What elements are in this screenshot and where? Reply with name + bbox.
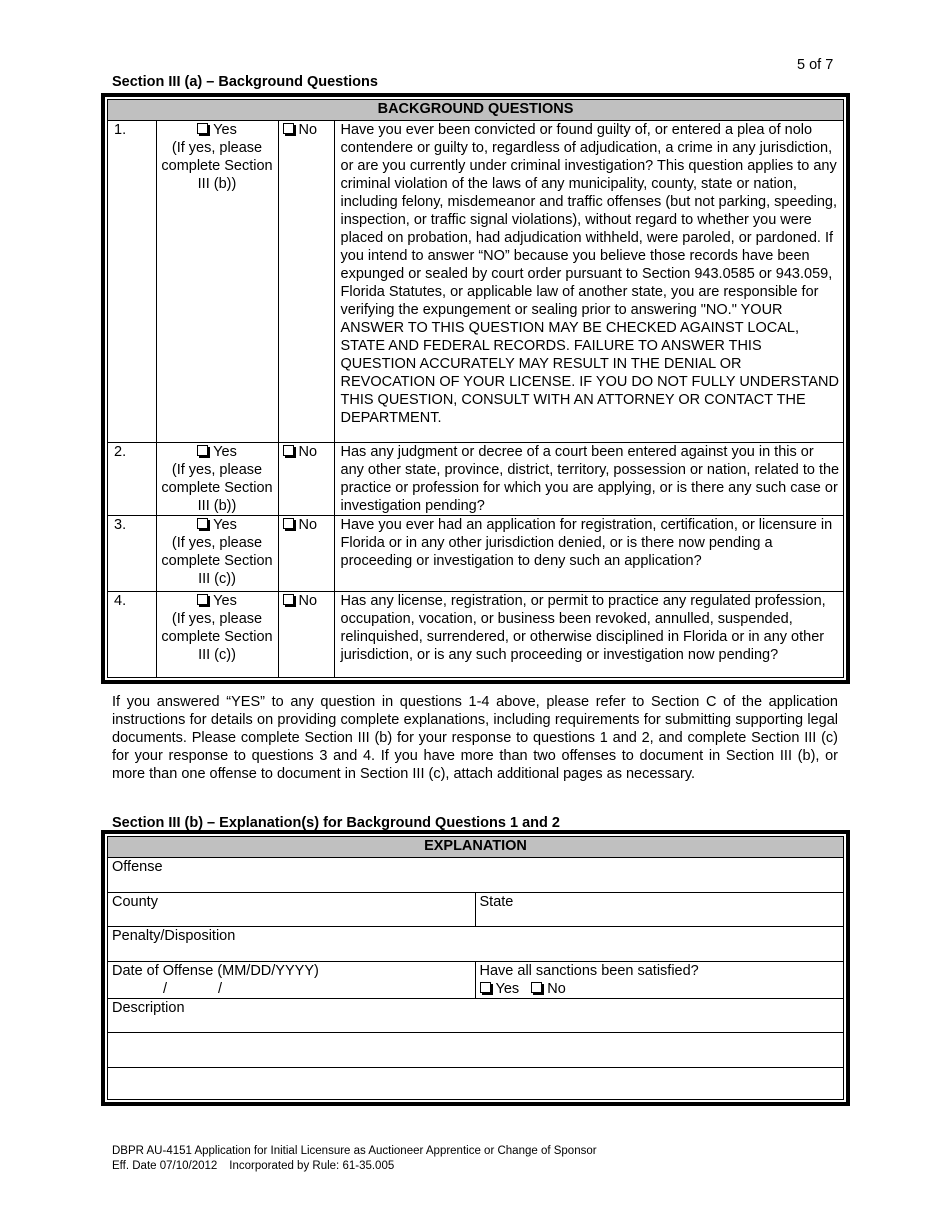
penalty-disposition-label: Penalty/Disposition <box>112 928 236 944</box>
yes-note: (If yes, please complete Section III (b)) <box>161 462 273 514</box>
question-row <box>108 592 843 678</box>
date-of-offense-field[interactable] <box>108 962 475 999</box>
sanctions-yes-label: Yes <box>495 981 520 997</box>
yes-checkbox[interactable] <box>197 445 208 456</box>
explanation-header: EXPLANATION <box>108 837 843 858</box>
no-checkbox[interactable] <box>283 445 294 456</box>
no-option[interactable] <box>278 443 334 516</box>
explanation-table <box>108 837 843 1099</box>
yes-checkbox[interactable] <box>197 518 208 529</box>
question-row <box>108 121 843 443</box>
sanctions-yes-checkbox[interactable] <box>480 982 491 993</box>
question-row <box>108 516 843 592</box>
offense-label: Offense <box>112 859 163 875</box>
question-row <box>108 443 843 516</box>
question-text: Have you ever had an application for registration, certification, or licensure in Florida or in any other jurisdiction denied, or is there now pending a proceeding or investigation to deny such an application? <box>334 516 843 592</box>
yes-note: (If yes, please complete Section III (c)) <box>161 535 273 587</box>
instructions-paragraph: If you answered “YES” to any question in questions 1-4 above, please refer to Section C of the application instructions for details on providing complete explanations, including requirements for submitting supporting legal documents. Please complete Section III (b) for your response to questions 1 and 2, and complete Section III (c) for your response to questions 3 and 4. If you have more than two offenses to document in Section III (b), or more than one offense to document in Section III (c), attach additional pages as necessary. <box>112 694 838 782</box>
no-option[interactable] <box>278 592 334 678</box>
yes-label: Yes <box>213 444 237 460</box>
section-a-heading: Section III (a) – Background Questions <box>112 74 378 90</box>
no-label: No <box>298 122 318 138</box>
footer-eff-date: Eff. Date 07/10/2012 <box>112 1160 218 1172</box>
description-line[interactable] <box>108 1068 843 1100</box>
yes-note: (If yes, please complete Section III (b)) <box>161 140 273 192</box>
no-option[interactable] <box>278 121 334 443</box>
sanctions-label: Have all sanctions been satisfied? <box>479 963 699 979</box>
question-number: 2. <box>108 443 156 516</box>
sanctions-no-label: No <box>547 981 566 997</box>
date-separator: / <box>217 981 222 997</box>
date-separator: / <box>162 981 167 997</box>
no-option[interactable] <box>278 516 334 592</box>
explanation-box <box>101 830 850 1106</box>
page-number: 5 of 7 <box>797 57 834 73</box>
yes-label: Yes <box>213 593 237 609</box>
penalty-disposition-field[interactable] <box>108 927 843 962</box>
description-line[interactable] <box>108 1033 843 1068</box>
yes-checkbox[interactable] <box>197 594 208 605</box>
county-field[interactable] <box>108 893 475 927</box>
section-b-heading: Section III (b) – Explanation(s) for Background Questions 1 and 2 <box>112 815 560 831</box>
description-field[interactable] <box>108 999 843 1033</box>
question-number: 3. <box>108 516 156 592</box>
sanctions-no-checkbox[interactable] <box>531 982 542 993</box>
question-text: Have you ever been convicted or found guilty of, or entered a plea of nolo contendere or guilty to, regardless of adjudication, a crime in any jurisdiction, or are you currently under criminal investigation? This question applies to any criminal violation of the laws of any municipality, county, state or nation, including felony, misdemeanor and traffic offenses (but not parking, speeding, inspection, or traffic signal violations), without regard to whether you were placed on probation, had adjudication withheld, were paroled, or pardoned. If you intend to answer “NO” because you believe those records have been expunged or sealed by court order pursuant to Section 943.0585 or 943.059, Florida Statutes, or applicable law of another state, you are responsible for verifying the expungement or sealing prior to answering "NO." YOUR ANSWER TO THIS QUESTION MAY BE CHECKED AGAINST LOCAL, STATE AND FEDERAL RECORDS. FAILURE TO ANSWER THIS QUESTION ACCURATELY MAY RESULT IN THE DENIAL OR REVOCATION OF YOUR LICENSE. IF YOU DO NOT FULLY UNDERSTAND THIS QUESTION, CONSULT WITH AN ATTORNEY OR CONTACT THE DEPARTMENT. <box>334 121 843 443</box>
yes-option[interactable] <box>156 121 278 443</box>
question-number: 1. <box>108 121 156 443</box>
yes-note: (If yes, please complete Section III (c)) <box>161 611 273 663</box>
county-label: County <box>112 894 158 910</box>
question-number: 4. <box>108 592 156 678</box>
footer-form-title: DBPR AU-4151 Application for Initial Licensure as Auctioneer Apprentice or Change of Sponsor <box>112 1145 597 1157</box>
no-checkbox[interactable] <box>283 594 294 605</box>
yes-option[interactable] <box>156 443 278 516</box>
state-label: State <box>479 894 514 910</box>
footer-rule: Incorporated by Rule: 61-35.005 <box>229 1160 395 1172</box>
no-label: No <box>298 517 318 533</box>
background-questions-header: BACKGROUND QUESTIONS <box>108 100 843 121</box>
description-label: Description <box>112 1000 185 1016</box>
yes-label: Yes <box>213 517 237 533</box>
no-label: No <box>298 444 318 460</box>
question-text: Has any license, registration, or permit to practice any regulated profession, occupation, vocation, or business been revoked, annulled, suspended, relinquished, surrendered, or otherwise disciplined in Florida or in any other jurisdiction, or is any such proceeding or investigation now pending? <box>334 592 843 678</box>
no-label: No <box>298 593 318 609</box>
yes-label: Yes <box>213 122 237 138</box>
sanctions-field <box>475 962 843 999</box>
background-questions-box <box>101 93 850 684</box>
yes-option[interactable] <box>156 516 278 592</box>
no-checkbox[interactable] <box>283 518 294 529</box>
state-field[interactable] <box>475 893 843 927</box>
yes-checkbox[interactable] <box>197 123 208 134</box>
no-checkbox[interactable] <box>283 123 294 134</box>
yes-option[interactable] <box>156 592 278 678</box>
page-footer <box>112 1144 597 1174</box>
offense-field[interactable] <box>108 858 843 893</box>
question-text: Has any judgment or decree of a court been entered against you in this or any other state, province, district, territory, possession or nation, related to the practice or profession for which you are applying, or is there any such case or investigation pending? <box>334 443 843 516</box>
date-of-offense-label: Date of Offense (MM/DD/YYYY) <box>112 963 319 979</box>
background-questions-table <box>108 100 843 677</box>
